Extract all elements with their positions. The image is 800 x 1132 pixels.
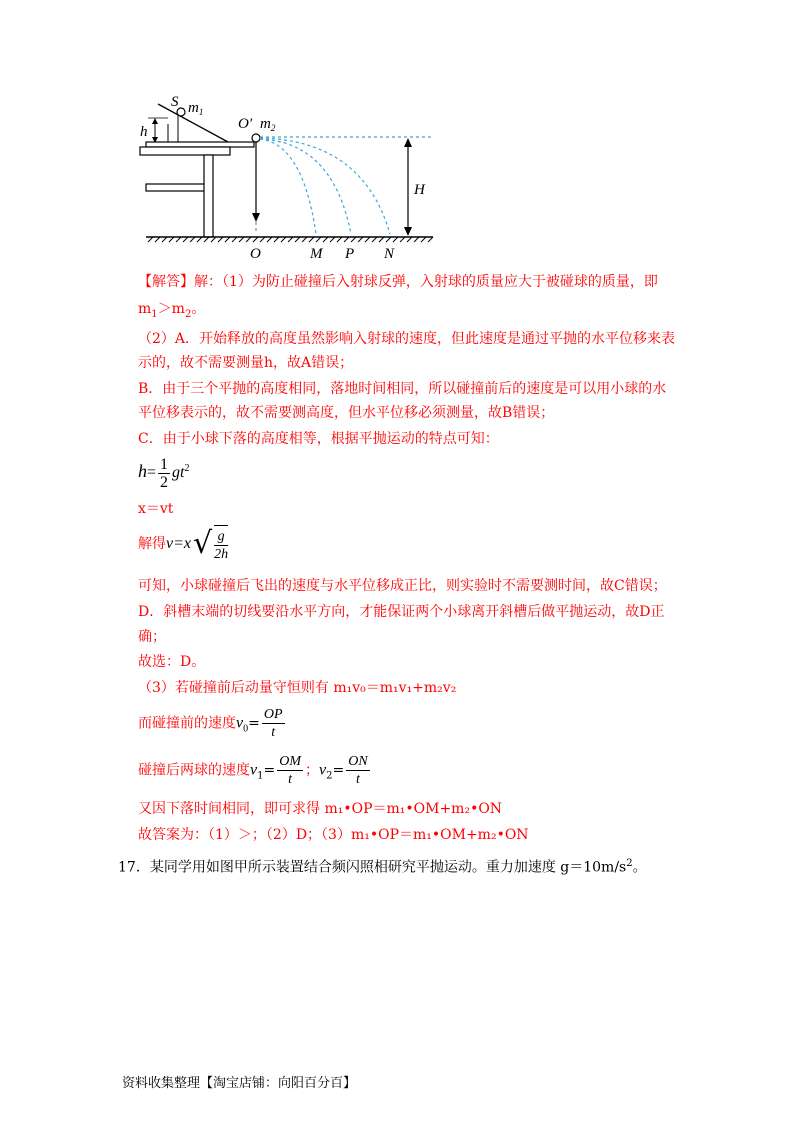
label-p: P: [345, 246, 355, 262]
label-m1: $m_1$: [188, 100, 204, 117]
label-big-h: H: [414, 182, 425, 198]
label-s: S: [171, 94, 179, 110]
trajectory-m: [260, 139, 316, 234]
label-m: M: [310, 246, 323, 262]
equation-v: 解得v=x√ $\frac{g}{2h}$: [138, 526, 229, 562]
equation-x: x＝vt: [138, 501, 174, 517]
answer-p2b-line1: B．由于三个平抛的高度相同，落地时间相同，所以碰撞前后的速度是可以用小球的水: [138, 381, 667, 397]
answer-p2c-line2: 可知，小球碰撞后飞出的速度与水平位移成正比，则实验时不需要测时间，故C错误；: [138, 578, 667, 594]
label-n: N: [384, 246, 395, 262]
answer-p2c-line1: C．由于小球下落的高度相等，根据平抛运动的特点可知：: [138, 431, 499, 447]
experiment-diagram: [138, 94, 438, 264]
answer-p2a-line2: 示的，故不需要测量h，故A错误；: [138, 355, 354, 371]
label-o-prime: O′: [238, 116, 253, 132]
label-o: O: [250, 246, 261, 262]
answer-tag: 【解答】: [138, 274, 194, 290]
question-17: 17．某同学用如图甲所示装置结合频闪照相研究平抛运动。重力加速度 $g=10m/s^2$。: [118, 858, 647, 876]
answer-p3-line1: （3）若碰撞前后动量守恒则有 m₁v₀＝m₁v₁+m₂v₂: [138, 680, 457, 696]
answer-p2d-line1: D．斜槽末端的切线要沿水平方向，才能保证两个小球离开斜槽后做平抛运动，故D正: [138, 604, 665, 620]
trajectory-p: [260, 139, 351, 234]
equation-h: h= $\frac{1}{2}$ $gt^2$: [138, 456, 190, 491]
answer-p2b-line2: 平位移表示的，故不需要测高度，但水平位移必须测量，故B错误；: [138, 405, 555, 421]
trajectory-n: [260, 138, 390, 234]
answer-p1-cont: $m_1>m_2$。: [138, 301, 206, 320]
answer-final: 故答案为：（1）＞；（2）D；（3）m₁•OP＝m₁•OM+m₂•ON: [138, 827, 529, 843]
answer-time: 又因下落时间相同，即可求得 m₁•OP＝m₁•OM+m₂•ON: [138, 801, 503, 817]
ball-m2: [252, 134, 260, 142]
answer-p2d-line2: 确；: [138, 629, 166, 645]
answer-p2a-line1: （2）A．开始释放的高度虽然影响入射球的速度，但此速度是通过平抛的水平位移来表: [138, 331, 676, 347]
label-m2: $m_2$: [260, 116, 276, 133]
answer-intro: 【解答】解：（1）为防止碰撞后入射球反弹，入射球的质量应大于被碰球的质量，即: [138, 274, 658, 290]
footer: 资料收集整理【淘宝店铺：向阳百分百】: [122, 1076, 357, 1091]
equation-v1-v2: 碰撞后两球的速度$v_1=$ $\frac{OM}{t}$ ；$v_2=$ $\frac{ON}{t}$: [138, 754, 368, 787]
answer-choice: 故选：D。: [138, 654, 206, 670]
equation-v0: 而碰撞前的速度$v_0=$ $\frac{OP}{t}$: [138, 707, 283, 740]
label-h: h: [140, 124, 148, 140]
